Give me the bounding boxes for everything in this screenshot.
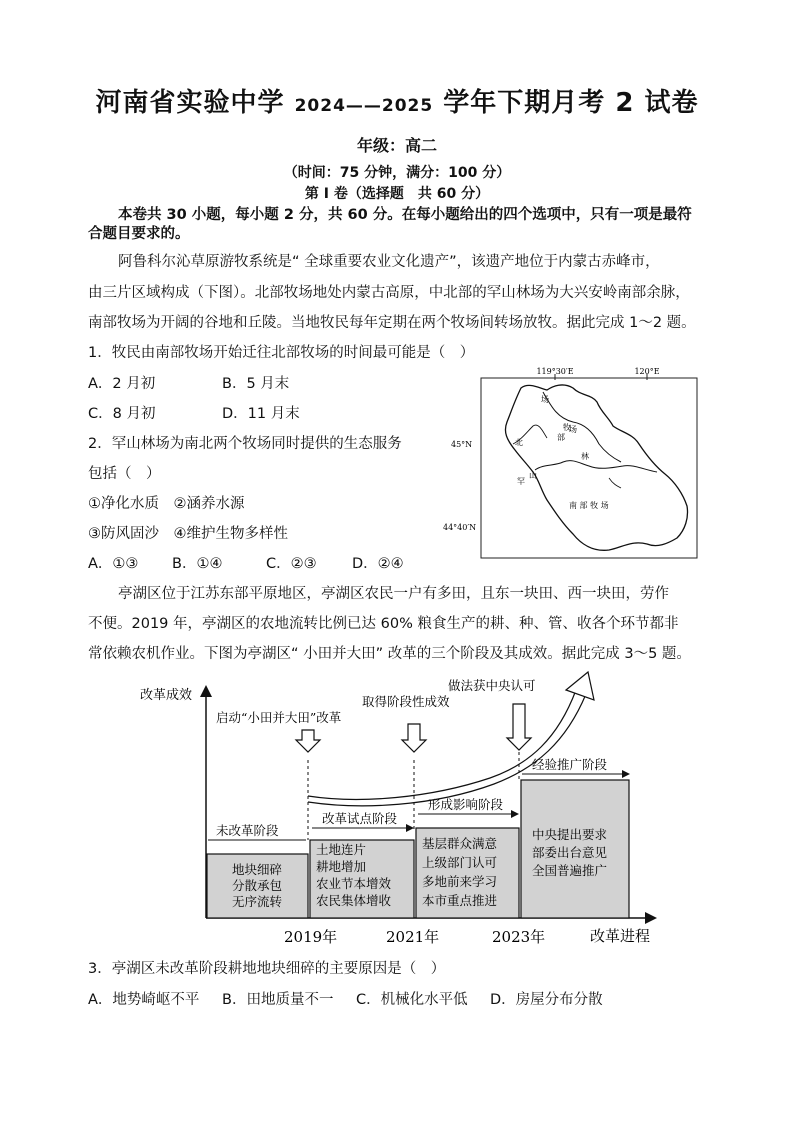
title-school: 河南省实验中学 [95,88,285,118]
exam-title [0,82,794,119]
q3-option-a: A．地势崎岖不平 [88,992,200,1008]
title-year: 2024——2025 [294,96,434,116]
box3-line2: 部委出台意见 [532,845,608,860]
stage1-label: 改革试点阶段 [322,811,398,826]
grade-line: 年级：高二 [356,136,437,155]
y-axis-label: 改革成效 [140,688,193,703]
arrow-start [296,730,320,752]
q1-option-b: B．5 月末 [222,376,290,392]
q1-option-d: D．11 月末 [222,406,300,422]
q2-stem-line2: 包括（ ） [88,466,161,482]
passage1-line1: 阿鲁科尔沁草原游牧系统是“ 全球重要农业文化遗产”，该遗产地位于内蒙古赤峰市， [118,254,660,270]
q1-option-a: A．2 月初 [88,376,156,392]
annotation-central: 做法获中央认可 [448,678,536,693]
title-term: 学年下期月考 2 试卷 [443,88,699,118]
box3-line1: 中央提出要求 [532,827,608,842]
q2-option-c: C．②③ [266,556,317,572]
map-south-label: 南 部 牧 场 [569,501,609,510]
q3-stem: 3．亭湖区未改革阶段耕地地块细碎的主要原因是（ ） [88,961,446,977]
map-north-char-1: 场 [541,395,549,404]
x-axis-label: 改革进程 [590,927,651,945]
q3-option-d: D．房屋分布分散 [490,992,603,1008]
part-heading: 第 I 卷（选择题 共 60 分） [304,186,490,202]
map-north-char-2: 牧 [563,423,571,432]
q1-option-c: C．8 月初 [88,406,156,422]
map-lon1-label: 119°30′E [536,367,574,376]
box1-line1: 土地连片 [316,842,367,857]
box2-line4: 本市重点推进 [422,893,498,908]
instructions-line1: 本卷共 30 小题，每小题 2 分，共 60 分。在每小题给出的四个选项中，只有一项是最符 [118,207,692,223]
passage1-line3: 南部牧场为开阔的谷地和丘陵。当地牧民每年定期在两个牧场间转场放牧。据此完成 1～2 题。 [88,315,696,331]
box2-line1: 基层群众满意 [422,836,498,851]
box0-line1: 地块细碎 [232,862,283,877]
q3-option-b: B．田地质量不一 [222,992,334,1008]
box0-line3: 无序流转 [232,894,283,909]
map-forest-char-2: 林 [581,452,589,461]
map-lat2-label: 44°40′N [443,523,477,532]
effect-curve-arrowhead [566,672,594,700]
passage2-line1: 亭湖区位于江苏东部平原地区，亭湖区农民一户有多田，且东一块田、西一块田，劳作 [118,586,669,602]
map-forest-char-1: 场 [569,425,577,434]
year-2019: 2019年 [284,928,338,946]
q3-option-c: C．机械化水平低 [356,992,468,1008]
passage2-line2: 不便。2019 年，亭湖区的农地流转比例已达 60% 粮食生产的耕、种、管、收各个环节都非 [88,616,679,632]
year-2021: 2021年 [386,928,440,946]
stage2-label: 形成影响阶段 [428,797,504,812]
map-lat1-label: 45°N [451,440,473,449]
time-line: （时间：75 分钟，满分：100 分） [283,165,511,181]
box1-line2: 耕地增加 [316,859,367,874]
q2-option-a: A．①③ [88,556,139,572]
map-forest-char-4: 罕 [517,477,525,486]
box2-line2: 上级部门认可 [422,855,498,870]
q2-stem-line1: 2．罕山林场为南北两个牧场同时提供的生态服务 [88,436,402,452]
instructions-line2: 合题目要求的。 [88,226,190,242]
year-2023: 2023年 [492,928,546,946]
annotation-start: 启动“小田并大田”改革 [216,710,342,725]
box1-line4: 农民集体增收 [316,893,392,908]
arrow-stage [402,724,426,752]
arrow-central [507,704,531,750]
map-forest-char-3: 山 [529,471,537,480]
stage0-label: 未改革阶段 [216,823,279,838]
q2-choices-line1: ①净化水质 ②涵养水源 [88,496,245,512]
map-north-char-4: 北 [515,438,523,447]
pasture-map [443,366,699,560]
passage1-line2: 由三片区域构成（下图）。北部牧场地处内蒙古高原，中北部的罕山林场为大兴安岭南部余脉， [88,285,690,301]
passage2-line3: 常依赖农机作业。下图为亭湖区“ 小田并大田” 改革的三个阶段及其成效。据此完成 3～5 题。 [88,646,691,662]
q2-choices-line2: ③防风固沙 ④维护生物多样性 [88,526,288,542]
stage3-label: 经验推广阶段 [532,757,608,772]
q2-option-b: B．①④ [172,556,223,572]
map-north-char-3: 部 [557,433,565,442]
box0-line2: 分散承包 [232,878,283,893]
annotation-stage: 取得阶段性成效 [362,694,450,709]
q2-option-d: D．②④ [352,556,404,572]
box3-line3: 全国普遍推广 [532,863,608,878]
box1-line3: 农业节本增效 [316,876,392,891]
box2-line3: 多地前来学习 [422,874,498,889]
reform-stage-diagram [130,668,670,950]
map-lon2-label: 120°E [634,367,660,376]
q1-stem: 1．牧民由南部牧场开始迁往北部牧场的时间最可能是（ ） [88,345,475,361]
